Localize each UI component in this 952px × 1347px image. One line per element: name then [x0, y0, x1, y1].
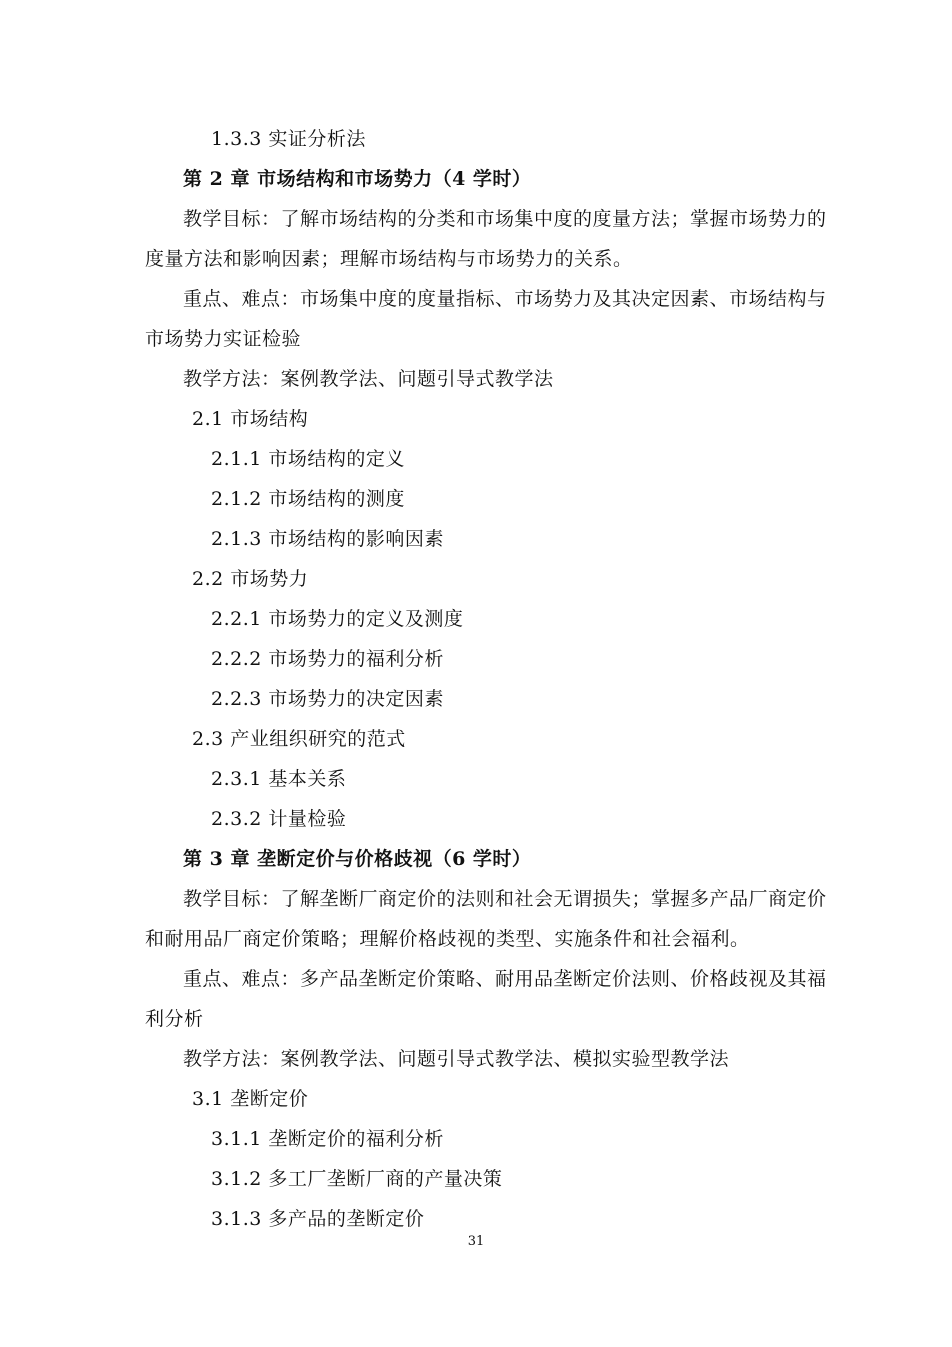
section-2-2: 2.2 市场势力 [192, 568, 309, 590]
ch3-methods: 教学方法：案例教学法、问题引导式教学法、模拟实验型教学法 [183, 1048, 730, 1070]
page-number: 31 [467, 1234, 485, 1249]
ch2-methods: 教学方法：案例教学法、问题引导式教学法 [183, 368, 554, 390]
ch3-keypoints-line-1: 重点、难点：多产品垄断定价策略、耐用品垄断定价法则、价格歧视及其福 [183, 968, 827, 990]
section-2-3-1: 2.3.1 基本关系 [211, 768, 347, 790]
ch2-objective-line-2: 度量方法和影响因素；理解市场结构与市场势力的关系。 [145, 248, 633, 270]
section-3-1: 3.1 垄断定价 [192, 1088, 309, 1110]
section-2-3: 2.3 产业组织研究的范式 [192, 728, 406, 750]
ch2-keypoints-line-2: 市场势力实证检验 [145, 328, 302, 350]
section-2-2-1: 2.2.1 市场势力的定义及测度 [211, 608, 464, 630]
chapter-2-heading: 第 2 章 市场结构和市场势力（4 学时） [183, 168, 532, 190]
section-2-2-2: 2.2.2 市场势力的福利分析 [211, 648, 444, 670]
ch3-keypoints-line-2: 利分析 [145, 1008, 204, 1030]
ch2-objective-line-1: 教学目标：了解市场结构的分类和市场集中度的度量方法；掌握市场势力的 [183, 208, 827, 230]
section-2-1-3: 2.1.3 市场结构的影响因素 [211, 528, 444, 550]
section-2-2-3: 2.2.3 市场势力的决定因素 [211, 688, 444, 710]
ch2-keypoints-line-1: 重点、难点：市场集中度的度量指标、市场势力及其决定因素、市场结构与 [183, 288, 827, 310]
ch3-objective-line-2: 和耐用品厂商定价策略；理解价格歧视的类型、实施条件和社会福利。 [145, 928, 750, 950]
chapter-3-heading: 第 3 章 垄断定价与价格歧视（6 学时） [183, 848, 532, 870]
section-3-1-1: 3.1.1 垄断定价的福利分析 [211, 1128, 444, 1150]
section-2-3-2: 2.3.2 计量检验 [211, 808, 347, 830]
section-1-3-3: 1.3.3 实证分析法 [211, 128, 366, 150]
ch3-objective-line-1: 教学目标：了解垄断厂商定价的法则和社会无谓损失；掌握多产品厂商定价 [183, 888, 827, 910]
section-2-1-1: 2.1.1 市场结构的定义 [211, 448, 405, 470]
section-2-1: 2.1 市场结构 [192, 408, 309, 430]
section-2-1-2: 2.1.2 市场结构的测度 [211, 488, 405, 510]
section-3-1-2: 3.1.2 多工厂垄断厂商的产量决策 [211, 1168, 503, 1190]
section-3-1-3: 3.1.3 多产品的垄断定价 [211, 1208, 425, 1230]
